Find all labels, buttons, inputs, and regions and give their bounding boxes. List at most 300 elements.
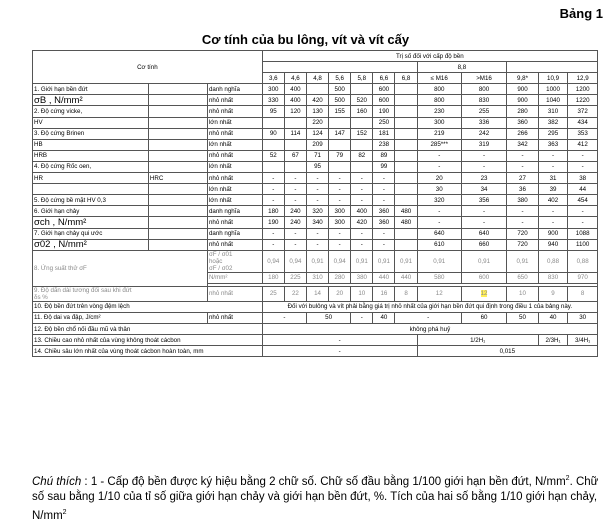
- header-grade-group: Trị số đối với cấp độ bền: [262, 51, 597, 62]
- value-cell: 356: [461, 195, 506, 206]
- row-kind: danh nghĩa: [207, 206, 262, 217]
- value-cell: -: [461, 161, 506, 172]
- value-cell: -: [568, 150, 598, 161]
- value-cell: [351, 139, 373, 150]
- value-cell: 380: [507, 195, 539, 206]
- value-cell: [329, 139, 351, 150]
- value-cell: -: [417, 161, 461, 172]
- value-cell: 1220: [568, 95, 598, 106]
- value-cell: 342: [507, 139, 539, 150]
- value-cell: 400: [284, 84, 306, 95]
- value-cell: [262, 161, 284, 172]
- value-cell: 1100: [568, 239, 598, 250]
- value-cell: -: [306, 228, 328, 239]
- value-cell: 300: [329, 217, 351, 228]
- value-cell: 240: [284, 206, 306, 217]
- value-cell: -: [306, 239, 328, 250]
- row9-label: 9. Độ dãn dài tương đối sau khi đứt δs %: [33, 286, 208, 301]
- value-cell: 360: [373, 217, 395, 228]
- ratio-cell: 0,94: [284, 250, 306, 272]
- elong-cell: 10: [351, 286, 373, 301]
- value-cell: 190: [373, 106, 395, 117]
- value-cell: 1000: [538, 84, 568, 95]
- grade-header: 5,8: [351, 73, 373, 84]
- grade-header: >M16: [461, 73, 506, 84]
- row8-ratio: [33, 250, 598, 272]
- elong-cell: 25: [262, 286, 284, 301]
- value-cell: -: [351, 195, 373, 206]
- value-cell: -: [538, 161, 568, 172]
- row-label: 3. Độ cứng Brinen: [33, 128, 149, 139]
- row12: [33, 323, 598, 334]
- value-cell: -: [329, 195, 351, 206]
- value-cell: 900: [507, 95, 539, 106]
- value-cell: [395, 150, 417, 161]
- value-cell: [395, 128, 417, 139]
- row-label: HR: [33, 173, 149, 184]
- value-cell: 152: [351, 128, 373, 139]
- value-cell: -: [351, 239, 373, 250]
- value-cell: 330: [262, 95, 284, 106]
- stress-cell: 650: [507, 272, 539, 283]
- value-cell: 124: [306, 128, 328, 139]
- value-cell: [262, 139, 284, 150]
- value-cell: 900: [507, 84, 539, 95]
- value-cell: 30: [417, 184, 461, 195]
- row-kind: nhỏ nhất: [207, 128, 262, 139]
- value-cell: 454: [568, 195, 598, 206]
- value-cell: 120: [284, 106, 306, 117]
- grade-header: 4,6: [284, 73, 306, 84]
- value-cell: 71: [306, 150, 328, 161]
- value-cell: 52: [262, 150, 284, 161]
- value-cell: 160: [351, 106, 373, 117]
- row-label: HRB: [33, 150, 149, 161]
- value-cell: -: [568, 217, 598, 228]
- table-row: [33, 84, 598, 95]
- row-label: σch , N/mm²: [33, 217, 149, 228]
- value-cell: 520: [351, 95, 373, 106]
- row-kind: danh nghĩa: [207, 228, 262, 239]
- value-cell: [395, 228, 417, 239]
- value-cell: 147: [329, 128, 351, 139]
- value-cell: 420: [351, 217, 373, 228]
- value-cell: 940: [538, 239, 568, 250]
- value-cell: 402: [538, 195, 568, 206]
- grade-header: 5,6: [329, 73, 351, 84]
- value-cell: 800: [417, 84, 461, 95]
- value-cell: -: [262, 184, 284, 195]
- value-cell: 340: [306, 217, 328, 228]
- table-row: [33, 161, 598, 172]
- row-sublabel: [148, 184, 207, 195]
- row12-text: không phá huỷ: [262, 323, 597, 334]
- ratio-cell: 0,91: [395, 250, 417, 272]
- value-cell: 382: [538, 117, 568, 128]
- value-cell: -: [262, 228, 284, 239]
- elong-cell: 16: [373, 286, 395, 301]
- row-sublabel: [148, 195, 207, 206]
- value-cell: 310: [538, 106, 568, 117]
- value-cell: -: [568, 206, 598, 217]
- value-cell: 242: [461, 128, 506, 139]
- row11-kind: nhỏ nhất: [207, 312, 262, 323]
- row-sublabel: [148, 106, 207, 117]
- row12-label: 12. Độ bền chổ nối đầu mũ và thân: [33, 323, 263, 334]
- stress-cell: 970: [568, 272, 598, 283]
- value-cell: 220: [306, 117, 328, 128]
- highlight: 12: [480, 290, 488, 298]
- ratio-cell: 0,94: [329, 250, 351, 272]
- table-row: [33, 206, 598, 217]
- grade-header: 6,6: [373, 73, 395, 84]
- value-cell: 610: [417, 239, 461, 250]
- main-rows: [33, 84, 598, 250]
- row10: [33, 301, 598, 312]
- stress-cell: 310: [306, 272, 328, 283]
- value-cell: [351, 161, 373, 172]
- row14: 14. Chiều sâu lớn nhất của vùng thoát cácbon hoàn toàn, mm - 0,015: [33, 346, 598, 357]
- value-cell: 360: [373, 206, 395, 217]
- footnote: Chú thích : 1 - Cấp độ bền được ký hiệu bằng 2 chữ số. Chữ số đầu bằng 1/100 giới hạn bền đứt, $N/mm^2$. Chữ số sau bằng 1/10 của tỉ số giữa giới hạn chảy và giới hạn bền đứt, %. Tích của hai số bằng 1/10 giới hạn chảy, $N/mm^2$: [32, 475, 599, 522]
- row-kind: nhỏ nhất: [207, 150, 262, 161]
- value-cell: -: [329, 239, 351, 250]
- value-cell: 300: [417, 117, 461, 128]
- table-title: Cơ tính của bu lông, vít và vít cấy: [201, 32, 410, 47]
- value-cell: 180: [262, 206, 284, 217]
- ratio-cell: 0,88: [568, 250, 598, 272]
- value-cell: 190: [262, 217, 284, 228]
- value-cell: [284, 117, 306, 128]
- value-cell: [329, 117, 351, 128]
- value-cell: -: [284, 239, 306, 250]
- table-row: [33, 139, 598, 150]
- stress-cell: 580: [417, 272, 461, 283]
- value-cell: 82: [351, 150, 373, 161]
- value-cell: -: [417, 150, 461, 161]
- value-cell: -: [284, 195, 306, 206]
- grade-header: 4,8: [306, 73, 328, 84]
- value-cell: 38: [568, 173, 598, 184]
- table-number: Bảng 1: [559, 6, 603, 21]
- value-cell: 89: [373, 150, 395, 161]
- table-row: [33, 128, 598, 139]
- value-cell: [395, 106, 417, 117]
- footnote-lead: Chú thích: [32, 475, 82, 488]
- ratio-cell: 0,91: [373, 250, 395, 272]
- table-row: [33, 217, 598, 228]
- value-cell: [351, 117, 373, 128]
- value-cell: 67: [284, 150, 306, 161]
- elong-cell: 8: [568, 286, 598, 301]
- row-label: HV: [33, 117, 149, 128]
- elong-cell: 12: [417, 286, 461, 301]
- value-cell: -: [373, 184, 395, 195]
- row-label: 2. Độ cứng vicke,: [33, 106, 149, 117]
- ratio-cell: 0,91: [351, 250, 373, 272]
- value-cell: 95: [262, 106, 284, 117]
- value-cell: -: [373, 173, 395, 184]
- ratio-cell: 0,91: [507, 250, 539, 272]
- row9: [33, 286, 598, 301]
- value-cell: -: [306, 173, 328, 184]
- value-cell: -: [538, 206, 568, 217]
- value-cell: -: [461, 206, 506, 217]
- elong-cell: 20: [329, 286, 351, 301]
- row8-ratio2: σF / σ02: [208, 264, 233, 272]
- value-cell: -: [507, 217, 539, 228]
- value-cell: 660: [461, 239, 506, 250]
- value-cell: 600: [373, 95, 395, 106]
- value-cell: [395, 195, 417, 206]
- row-kind: lớn nhất: [207, 195, 262, 206]
- ratio-cell: 0,94: [262, 250, 284, 272]
- value-cell: 300: [329, 206, 351, 217]
- value-cell: 209: [306, 139, 328, 150]
- value-cell: 412: [568, 139, 598, 150]
- table-row: [33, 228, 598, 239]
- value-cell: [284, 139, 306, 150]
- value-cell: -: [461, 150, 506, 161]
- value-cell: 34: [461, 184, 506, 195]
- value-cell: -: [329, 228, 351, 239]
- row14-label: 14. Chiều sâu lớn nhất của vùng thoát cácbon hoàn toàn, mm: [33, 346, 263, 357]
- value-cell: 830: [461, 95, 506, 106]
- row-sublabel: [148, 128, 207, 139]
- ratio-cell: 0,91: [461, 250, 506, 272]
- row-sublabel: [148, 150, 207, 161]
- ratio-cell: 0,91: [306, 250, 328, 272]
- value-cell: [395, 139, 417, 150]
- value-cell: -: [351, 184, 373, 195]
- value-cell: 20: [417, 173, 461, 184]
- value-cell: -: [373, 195, 395, 206]
- stress-cell: 440: [373, 272, 395, 283]
- row-sublabel: [148, 117, 207, 128]
- value-cell: 500: [329, 95, 351, 106]
- value-cell: 640: [417, 228, 461, 239]
- value-cell: 238: [373, 139, 395, 150]
- value-cell: 300: [262, 84, 284, 95]
- table-row: [33, 117, 598, 128]
- value-cell: 1040: [538, 95, 568, 106]
- value-cell: -: [417, 217, 461, 228]
- elong-cell: 22: [284, 286, 306, 301]
- stress-cell: 225: [284, 272, 306, 283]
- value-cell: 95: [306, 161, 328, 172]
- value-cell: 720: [507, 239, 539, 250]
- value-cell: 31: [538, 173, 568, 184]
- value-cell: -: [373, 239, 395, 250]
- grade-header: 6,8: [395, 73, 417, 84]
- value-cell: [395, 239, 417, 250]
- grade-header: 9,8*: [507, 73, 539, 84]
- row8-or: hoặc: [208, 257, 223, 265]
- value-cell: 480: [395, 217, 417, 228]
- grade-header: ≤ M16: [417, 73, 461, 84]
- row-label: 6. Giới hạn chảy: [33, 206, 149, 217]
- value-cell: 400: [351, 206, 373, 217]
- value-cell: -: [284, 173, 306, 184]
- row-sublabel: [148, 206, 207, 217]
- value-cell: 79: [329, 150, 351, 161]
- value-cell: 23: [461, 173, 506, 184]
- elong-cell: 10: [507, 286, 539, 301]
- elong-cell: 14: [306, 286, 328, 301]
- value-cell: 800: [461, 84, 506, 95]
- row-kind: lớn nhất: [207, 161, 262, 172]
- row-kind: nhỏ nhất: [207, 239, 262, 250]
- ratio-cell: 0,88: [538, 250, 568, 272]
- value-cell: 280: [507, 106, 539, 117]
- value-cell: -: [329, 173, 351, 184]
- value-cell: 900: [538, 228, 568, 239]
- value-cell: 363: [538, 139, 568, 150]
- value-cell: 372: [568, 106, 598, 117]
- value-cell: 130: [306, 106, 328, 117]
- row-sublabel: [148, 95, 207, 106]
- value-cell: [395, 117, 417, 128]
- row-label: 1. Giới hạn bền đứt: [33, 84, 149, 95]
- value-cell: 500: [329, 84, 351, 95]
- row-kind: danh nghĩa: [207, 84, 262, 95]
- elong-cell: [461, 286, 506, 301]
- grade-header: 3,6: [262, 73, 284, 84]
- value-cell: 44: [568, 184, 598, 195]
- stress-cell: 180: [262, 272, 284, 283]
- row10-label: 10. Độ bền đứt trên vòng đệm lệch: [33, 301, 263, 312]
- value-cell: -: [507, 150, 539, 161]
- value-cell: 114: [284, 128, 306, 139]
- stress-cell: 380: [351, 272, 373, 283]
- value-cell: 27: [507, 173, 539, 184]
- table-row: [33, 195, 598, 206]
- value-cell: 336: [461, 117, 506, 128]
- row13-label: 13. Chiều cao nhỏ nhất của vùng không thoát cácbon: [33, 335, 263, 346]
- row-label: σB , N/mm²: [33, 95, 149, 106]
- value-cell: -: [417, 206, 461, 217]
- value-cell: 230: [417, 106, 461, 117]
- row13: 13. Chiều cao nhỏ nhất của vùng không thoát cácbon - 1/2H₁ 2/3H₁ 3/4H₁: [33, 335, 598, 346]
- value-cell: -: [306, 195, 328, 206]
- value-cell: -: [461, 217, 506, 228]
- stress-cell: 600: [461, 272, 506, 283]
- row-kind: nhỏ nhất: [207, 106, 262, 117]
- value-cell: 285***: [417, 139, 461, 150]
- value-cell: [395, 95, 417, 106]
- table-row: [33, 150, 598, 161]
- value-cell: 353: [568, 128, 598, 139]
- row-sublabel: HRC: [148, 173, 207, 184]
- value-cell: 39: [538, 184, 568, 195]
- value-cell: -: [284, 228, 306, 239]
- value-cell: 250: [373, 117, 395, 128]
- table-row: [33, 184, 598, 195]
- value-cell: [262, 117, 284, 128]
- value-cell: -: [568, 161, 598, 172]
- table-row: [33, 106, 598, 117]
- row-label: 5. Độ cứng bề mặt HV 0,3: [33, 195, 149, 206]
- elong-cell: 9: [538, 286, 568, 301]
- value-cell: 155: [329, 106, 351, 117]
- value-cell: 360: [507, 117, 539, 128]
- value-cell: [284, 161, 306, 172]
- row-kind: lớn nhất: [207, 184, 262, 195]
- value-cell: 255: [461, 106, 506, 117]
- value-cell: 420: [306, 95, 328, 106]
- row-sublabel: [148, 239, 207, 250]
- row-label: 4. Độ cứng Rốc oen,: [33, 161, 149, 172]
- properties-table: [32, 50, 598, 357]
- value-cell: 320: [306, 206, 328, 217]
- value-cell: 319: [461, 139, 506, 150]
- value-cell: 600: [373, 84, 395, 95]
- header-property: Cơ tính: [33, 51, 263, 84]
- value-cell: -: [329, 184, 351, 195]
- row-kind: nhỏ nhất: [207, 173, 262, 184]
- row10-text: Đối với bulông và vít phải bằng giá trị nhỏ nhất của giới hạn bền đứt qui định trong điều 1 của bảng này.: [262, 301, 597, 312]
- table-row: [33, 95, 598, 106]
- value-cell: -: [306, 184, 328, 195]
- row-kind: lớn nhất: [207, 117, 262, 128]
- row-label: [33, 184, 149, 195]
- row11-label: 11. Độ dai va đập, J/cm²: [33, 312, 208, 323]
- value-cell: 434: [568, 117, 598, 128]
- header-88: 8,8: [417, 62, 507, 73]
- row-label: σ02 , N/mm²: [33, 239, 149, 250]
- value-cell: 480: [395, 206, 417, 217]
- value-cell: [329, 161, 351, 172]
- value-cell: [351, 84, 373, 95]
- value-cell: 36: [507, 184, 539, 195]
- row-sublabel: [148, 161, 207, 172]
- value-cell: [395, 84, 417, 95]
- value-cell: 320: [417, 195, 461, 206]
- row-kind: nhỏ nhất: [207, 217, 262, 228]
- value-cell: [306, 84, 328, 95]
- row-kind: nhỏ nhất: [207, 95, 262, 106]
- row8-label: 8. Ứng suất thử σF: [33, 250, 208, 286]
- grade-header: 10,9: [538, 73, 568, 84]
- value-cell: -: [262, 173, 284, 184]
- value-cell: 90: [262, 128, 284, 139]
- value-cell: -: [538, 150, 568, 161]
- value-cell: 266: [507, 128, 539, 139]
- value-cell: [395, 161, 417, 172]
- value-cell: 99: [373, 161, 395, 172]
- row-sublabel: [148, 139, 207, 150]
- value-cell: -: [538, 217, 568, 228]
- row9-kind: nhỏ nhất: [207, 286, 262, 301]
- value-cell: [395, 184, 417, 195]
- row-sublabel: [148, 228, 207, 239]
- value-cell: 181: [373, 128, 395, 139]
- row11: 11. Độ dai va đập, J/cm² nhỏ nhất - 50 - 40 - 60 50 40 30: [33, 312, 598, 323]
- value-cell: -: [262, 195, 284, 206]
- value-cell: -: [507, 161, 539, 172]
- value-cell: -: [373, 228, 395, 239]
- value-cell: -: [351, 173, 373, 184]
- value-cell: 295: [538, 128, 568, 139]
- value-cell: 800: [417, 95, 461, 106]
- row8-block: [33, 250, 598, 301]
- row-kind: lớn nhất: [207, 139, 262, 150]
- value-cell: 720: [507, 228, 539, 239]
- stress-cell: 440: [395, 272, 417, 283]
- value-cell: 1200: [568, 84, 598, 95]
- value-cell: 640: [461, 228, 506, 239]
- ratio-cell: 0,91: [417, 250, 461, 272]
